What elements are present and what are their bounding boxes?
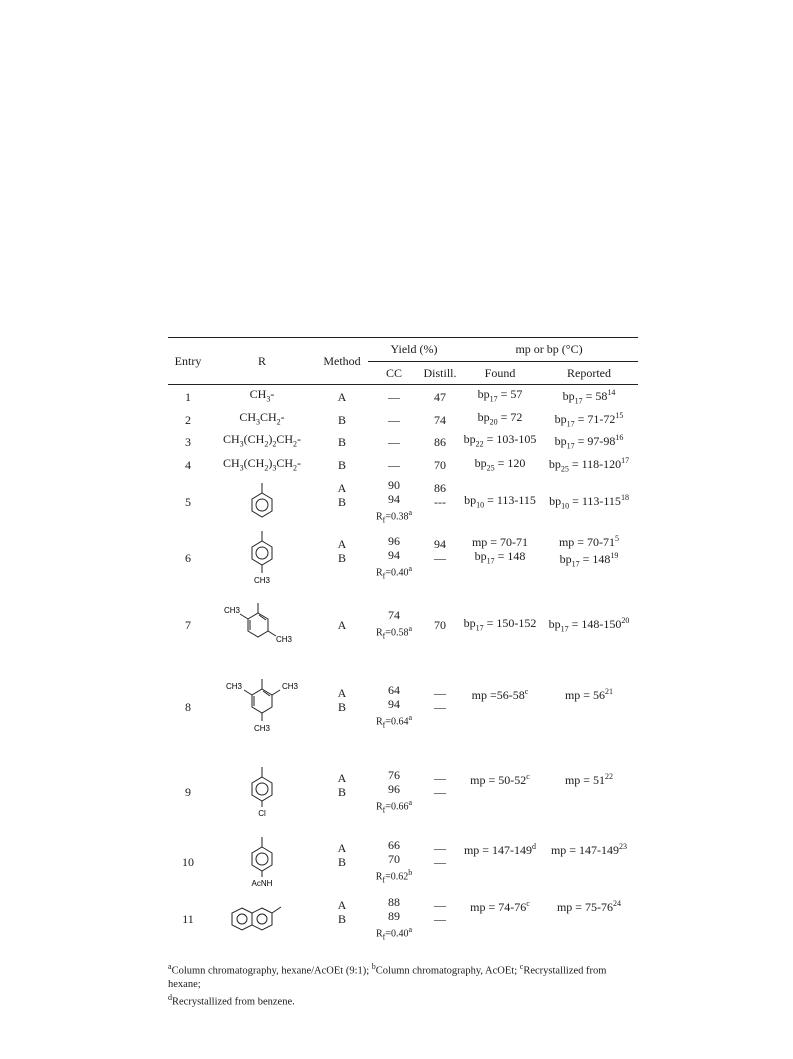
reported-value: mp = $51^{22}$ xyxy=(564,771,614,787)
reported-value: $bp_{17} = 71-72^{15}$ xyxy=(554,410,624,428)
method: B xyxy=(337,458,346,473)
yield-distill: — xyxy=(434,841,446,856)
table-row xyxy=(168,661,638,753)
table-row xyxy=(168,409,638,431)
method: B xyxy=(337,912,346,927)
table-row xyxy=(168,385,638,409)
yield-cc: 88 xyxy=(388,894,400,909)
yield-distill: — xyxy=(434,771,446,786)
reported-value: mp = $56^{21}$ xyxy=(564,686,614,702)
yield-distill: 74 xyxy=(434,412,446,427)
yield-cc: 76 xyxy=(388,767,400,782)
yield-distill: — xyxy=(434,785,446,800)
entry-number: 9 xyxy=(185,785,191,800)
table-row xyxy=(168,477,638,527)
xylyl-structure-icon xyxy=(222,599,302,651)
r-substituent-label: CH3 xyxy=(225,682,243,692)
header-found: Found xyxy=(484,365,516,380)
table-row xyxy=(168,831,638,893)
yield-distill: 70 xyxy=(434,458,446,473)
yield-distill: --- xyxy=(434,495,446,510)
found-value: $bp_{20} = 72$ xyxy=(477,410,523,427)
rf-value: $R_f=0.66^a$ xyxy=(375,797,413,814)
entry-number: 8 xyxy=(185,700,191,715)
found-value: $bp_{22} = 103-105$ xyxy=(463,432,537,449)
entry-number: 11 xyxy=(182,912,194,927)
method: A xyxy=(337,618,347,633)
reported-value: $bp_{17} = 148^{19}$ xyxy=(559,550,619,568)
results-table xyxy=(168,337,638,945)
yield-cc: 94 xyxy=(388,696,400,711)
yield-cc: 66 xyxy=(388,837,400,852)
yield-cc: — xyxy=(388,435,400,450)
table-row xyxy=(168,753,638,831)
yield-distill: — xyxy=(434,551,446,566)
table-footnote xyxy=(168,960,638,1008)
rf-value: $R_f=0.64^a$ xyxy=(375,712,413,729)
found-value: $bp_{17} = 57$ xyxy=(477,387,523,404)
r-substituent-label: CH3 xyxy=(223,606,241,616)
entry-number: 1 xyxy=(185,389,191,404)
method: A xyxy=(337,898,347,913)
reported-value: $bp_{17} = 58^{14}$ xyxy=(562,387,616,405)
entry-number: 7 xyxy=(185,618,191,633)
header-mp-bp: mp or bp (°C) xyxy=(460,338,638,362)
header-yield: Yield (%) xyxy=(368,338,460,362)
r-group: $CH_3(CH_2)_3CH_2-$ xyxy=(222,455,301,472)
r-substituent-label: CH3 xyxy=(253,576,271,586)
yield-cc: 94 xyxy=(388,547,400,562)
method: A xyxy=(337,537,347,552)
method: B xyxy=(337,435,346,450)
header-method: Method xyxy=(316,338,368,385)
r-substituent-label: CH3 xyxy=(253,724,271,734)
chlorophenyl-structure-icon xyxy=(242,765,282,819)
entry-number: 5 xyxy=(185,495,191,510)
reported-value: $bp_{17} = 97-98^{16}$ xyxy=(554,432,624,451)
method: A xyxy=(337,389,347,404)
yield-cc: 89 xyxy=(388,908,400,923)
yield-distill: 70 xyxy=(434,618,446,633)
method: B xyxy=(337,855,346,870)
entry-number: 6 xyxy=(185,551,191,566)
table-row xyxy=(168,527,638,589)
rf-value: $R_f=0.40^a$ xyxy=(375,563,413,580)
table-row xyxy=(168,589,638,661)
yield-cc: 74 xyxy=(388,607,400,622)
found-value: $bp_{10} = 113-115$ xyxy=(464,492,536,509)
method: B xyxy=(337,495,346,510)
yield-distill: — xyxy=(434,912,446,927)
r-substituent-label: AcNH xyxy=(251,879,273,889)
found-value: mp = $74-76^c$ xyxy=(470,898,530,914)
yield-distill: 86 xyxy=(434,435,446,450)
entry-number: 2 xyxy=(185,412,191,427)
yield-distill: — xyxy=(434,686,446,701)
method: B xyxy=(337,412,346,427)
table-row xyxy=(168,893,638,945)
yield-cc: 90 xyxy=(388,477,400,492)
rf-value: $R_f=0.62^b$ xyxy=(375,867,413,884)
reported-value: mp = $70-71^5$ xyxy=(558,533,620,549)
found-value: $bp_{25} = 120$ xyxy=(474,455,526,472)
yield-cc: — xyxy=(388,458,400,473)
header-reported: Reported xyxy=(567,365,611,380)
results-table-container xyxy=(168,337,638,945)
found-value: $bp_{17} = 150-152$ xyxy=(463,615,537,632)
reported-value: $bp_{10} = 113-115^{18}$ xyxy=(549,493,629,511)
yield-cc: 96 xyxy=(388,533,400,548)
header-entry: Entry xyxy=(168,338,208,385)
yield-cc: 94 xyxy=(388,491,400,506)
rf-value: $R_f=0.40^a$ xyxy=(375,924,413,941)
yield-distill: — xyxy=(434,700,446,715)
reported-value: mp = $75-76^{24}$ xyxy=(556,898,622,914)
table-row xyxy=(168,453,638,477)
r-group xyxy=(208,893,316,945)
footnote-line-2: $^d$Recrystallized from benzene. xyxy=(168,992,295,1007)
found-value: $bp_{17} = 148$ xyxy=(474,548,526,565)
r-group: $CH_3CH_2-$ xyxy=(239,410,285,427)
header-distill: Distill. xyxy=(423,365,457,380)
r-substituent-label: Cl xyxy=(258,809,266,819)
r-substituent-label: CH3 xyxy=(281,682,299,692)
r-group xyxy=(208,527,316,589)
entry-number: 3 xyxy=(185,435,191,450)
entry-number: 4 xyxy=(185,458,191,473)
r-group: $CH_3(CH_2)_2CH_2-$ xyxy=(222,432,301,449)
method: B xyxy=(337,551,346,566)
r-group xyxy=(208,831,316,893)
naphthyl-structure-icon xyxy=(227,902,297,936)
yield-cc: — xyxy=(388,389,400,404)
acetamidophenyl-structure-icon xyxy=(237,835,287,889)
yield-distill: — xyxy=(434,898,446,913)
table-row xyxy=(168,431,638,453)
mesityl-structure-icon xyxy=(220,675,304,739)
yield-distill: 94 xyxy=(434,537,446,552)
r-group xyxy=(208,477,316,527)
method: A xyxy=(337,771,347,786)
method: A xyxy=(337,686,347,701)
header-r: R xyxy=(208,338,316,385)
found-value: mp = 70-71 xyxy=(471,534,529,549)
yield-distill: — xyxy=(434,855,446,870)
yield-cc: — xyxy=(388,412,400,427)
yield-cc: 70 xyxy=(388,851,400,866)
entry-number: 10 xyxy=(182,855,194,870)
rf-value: $R_f=0.58^a$ xyxy=(375,623,413,640)
r-group xyxy=(208,661,316,753)
found-value: mp = $50-52^c$ xyxy=(470,771,530,787)
reported-value: $bp_{17} = 148-150^{20}$ xyxy=(548,616,630,634)
phenyl-structure-icon xyxy=(242,481,282,523)
p-tolyl-structure-icon xyxy=(242,529,282,587)
method: B xyxy=(337,785,346,800)
yield-distill: 47 xyxy=(434,389,446,404)
r-group: $CH_3-$ xyxy=(249,387,275,404)
yield-distill: 86 xyxy=(434,481,446,496)
yield-cc: 64 xyxy=(388,682,400,697)
reported-value: mp = $147-149^{23}$ xyxy=(550,841,628,857)
r-group xyxy=(208,589,316,661)
found-value: mp $=56-58^c$ xyxy=(471,686,529,702)
reported-value: $bp_{25} = 118-120^{17}$ xyxy=(548,456,630,474)
method: A xyxy=(337,481,347,496)
r-group xyxy=(208,753,316,831)
method: A xyxy=(337,841,347,856)
header-cc: CC xyxy=(385,365,402,380)
yield-cc: 96 xyxy=(388,781,400,796)
found-value: mp = $147-149^d$ xyxy=(463,841,537,857)
footnote-line-1: $^a$Column chromatography, hexane/AcOEt (9:1); $^b$Column chromatography, AcOEt; $^c$Recrystallized from hexane; xyxy=(168,962,607,990)
r-substituent-label: CH3 xyxy=(275,635,293,645)
method: B xyxy=(337,700,346,715)
rf-value: $R_f=0.38^a$ xyxy=(375,507,413,524)
